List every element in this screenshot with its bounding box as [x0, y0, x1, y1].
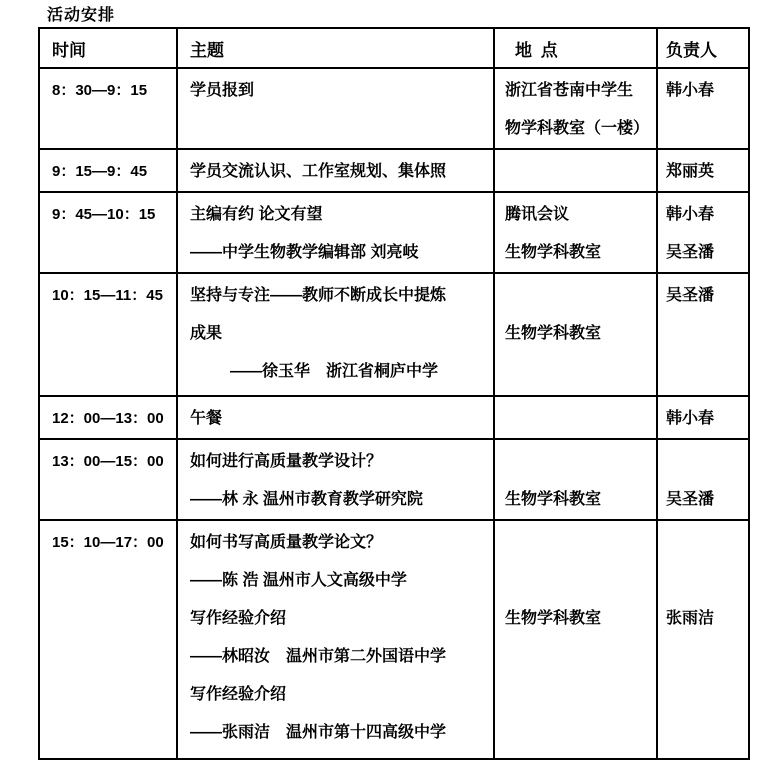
time-value: 10：15—11：45 [52, 287, 163, 304]
time-value: 9：45—10：15 [52, 206, 156, 223]
person-cell [657, 68, 749, 149]
time-cell [39, 273, 177, 396]
time-cell [39, 520, 177, 759]
location-cell [494, 439, 657, 520]
person-line: 张雨洁 [666, 610, 715, 627]
time-cell [39, 396, 177, 439]
header-person: 负责人 [657, 28, 749, 68]
time-value: 12：00—13：00 [52, 410, 164, 427]
topic-cell [177, 439, 494, 520]
location-cell [494, 396, 657, 439]
time-cell [39, 192, 177, 273]
topic-cell [177, 149, 494, 192]
person-cell [657, 273, 749, 396]
topic-line: 学员交流认识、工作室规划、集体照 [190, 163, 447, 180]
topic-line: 坚持与专注——教师不断成长中提炼 [190, 287, 447, 304]
topic-cell [177, 520, 494, 759]
topic-line: 写作经验介绍 [190, 610, 287, 627]
location-cell [494, 149, 657, 192]
topic-line: ——陈 浩 温州市人文高级中学 [190, 572, 407, 589]
location-line: 生物学科教室 [505, 325, 602, 342]
time-value: 15：10—17：00 [52, 534, 164, 551]
location-line: 浙江省苍南中学生 [505, 82, 634, 99]
topic-line: ——张雨洁 温州市第十四高级中学 [190, 724, 447, 741]
location-line: 物学科教室（一楼） [505, 120, 650, 137]
header-time: 时间 [39, 28, 177, 68]
header-location: 地 点 [494, 28, 657, 68]
table-row [39, 439, 749, 520]
header-row [39, 28, 749, 68]
topic-cell [177, 273, 494, 396]
topic-line: 如何书写高质量教学论文？ [190, 534, 383, 551]
person-line: 韩小春 [666, 82, 715, 99]
topic-cell [177, 396, 494, 439]
time-value: 9：15—9：45 [52, 163, 148, 180]
location-line: 腾讯会议 [505, 206, 570, 223]
schedule-table [38, 27, 750, 760]
time-value: 8：30—9：15 [52, 82, 148, 99]
topic-line: 成果 [190, 325, 223, 342]
topic-cell [177, 192, 494, 273]
topic-line: 如何进行高质量教学设计？ [190, 453, 383, 470]
table-row [39, 396, 749, 439]
time-cell [39, 68, 177, 149]
person-cell [657, 192, 749, 273]
topic-line: ——林昭汝 温州市第二外国语中学 [190, 648, 447, 665]
location-cell [494, 192, 657, 273]
time-cell [39, 149, 177, 192]
person-cell [657, 439, 749, 520]
topic-line: ——徐玉华 浙江省桐庐中学 [230, 363, 439, 380]
topic-cell [177, 68, 494, 149]
person-line: 韩小春 [666, 206, 715, 223]
topic-line: 主编有约 论文有望 [190, 206, 323, 223]
topic-line: ——中学生物教学编辑部 刘亮岐 [190, 244, 419, 261]
document-title: 活动安排 [47, 7, 116, 24]
table-row [39, 273, 749, 396]
topic-line: 写作经验介绍 [190, 686, 287, 703]
person-line: 吴圣潘 [666, 287, 715, 304]
location-line: 生物学科教室 [505, 491, 602, 508]
table-row [39, 520, 749, 759]
person-line: 吴圣潘 [666, 244, 715, 261]
time-cell [39, 439, 177, 520]
table-row [39, 192, 749, 273]
location-line: 生物学科教室 [505, 244, 602, 261]
person-cell [657, 520, 749, 759]
location-line: 生物学科教室 [505, 610, 602, 627]
header-topic: 主题 [177, 28, 494, 68]
person-cell [657, 396, 749, 439]
person-line: 郑丽英 [666, 163, 715, 180]
person-line: 韩小春 [666, 410, 715, 427]
table-row [39, 149, 749, 192]
topic-line: 学员报到 [190, 82, 255, 99]
table-row [39, 68, 749, 149]
topic-line: 午餐 [190, 410, 223, 427]
location-cell [494, 68, 657, 149]
location-cell [494, 520, 657, 759]
person-cell [657, 149, 749, 192]
location-cell [494, 273, 657, 396]
topic-line: ——林 永 温州市教育教学研究院 [190, 491, 423, 508]
person-line: 吴圣潘 [666, 491, 715, 508]
time-value: 13：00—15：00 [52, 453, 164, 470]
